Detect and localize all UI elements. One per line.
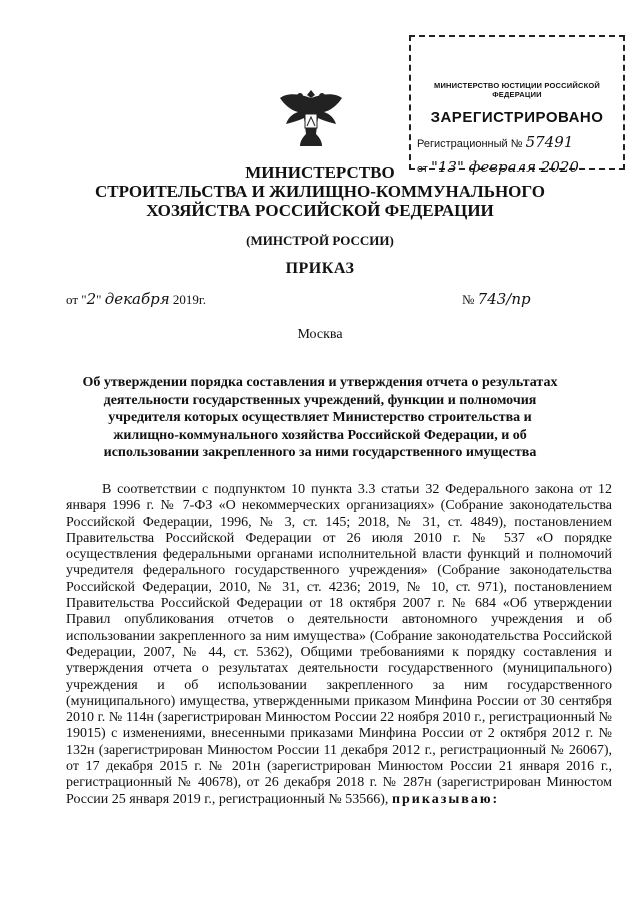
stamp-ministry: МИНИСТЕРСТВО ЮСТИЦИИ РОССИЙСКОЙ ФЕДЕРАЦИИ — [434, 81, 600, 99]
org-name-line2: СТРОИТЕЛЬСТВА И ЖИЛИЩНО-КОММУНАЛЬНОГО — [94, 182, 546, 201]
body-paragraph — [66, 482, 612, 808]
org-name-line1: МИНИСТЕРСТВО — [245, 163, 395, 182]
number-value: 743/пр — [477, 290, 531, 308]
date-month: декабря — [104, 290, 170, 308]
registration-stamp — [409, 35, 625, 176]
stamp-reg-label: Регистрационный № — [417, 138, 523, 150]
coat-of-arms-icon — [276, 84, 346, 148]
stamp-date-label: от — [417, 163, 428, 175]
org-name-line3: ХОЗЯЙСТВА РОССИЙСКОЙ ФЕДЕРАЦИИ — [146, 201, 494, 220]
order-date — [66, 290, 206, 308]
document-type: ПРИКАЗ — [285, 260, 355, 277]
body-text: В соответствии с подпунктом 10 пункта 3.3 статьи 32 Федерального закона от 12 января 1996 г. № 7-ФЗ «О некоммерческих организациях» (Собрание законодательства Российской Федерации, 1996, № 3, ст. 145; 2018, № 31, ст. 4849), постановлением Правительства Российской Федерации от 26 июля 2010 г. № 537 «О порядке осуществления федеральными органами исполнительной власти функций и полномочий учредителя федерального государственного учреждения» (Собрание законодательства Российской Федерации, 2010, № 31, ст. 4236; 2019, № 10, ст. 971), постановлением Правительства Российской Федерации от 18 октября 2007 г. № 684 «Об утверждении Правил опубликования отчетов о деятельности автономного учреждения и об использовании закрепленного за ним имущества» (Собрание законодательства Российской Федерации, 2007, № 44, ст. 5362), Общими требованиями к порядку составления и утверждения отчета о результатах деятельности государственного (муниципального) учреждения и об использовании закрепленного за ним государственного (муниципального) имущества, утвержденными приказом Минфина России от 30 сентября 2010 г. № 114н (зарегистрирован Минюстом России 22 ноября 2010 г., регистрационный № 19015) с изменениями, внесенными приказами Минфина России от 2 октября 2012 г. № 132н (зарегистрирован Минюстом России 11 декабря 2012 г., регистрационный № 26067), от 17 декабря 2015 г. № 201н (зарегистрирован Минюстом России 21 января 2016 г., регистрационный № 40678), от 26 декабря 2018 г. № 287н (зарегистрирован Минюстом России 25 января 2019 г., регистрационный № 53566), — [66, 482, 612, 807]
stamp-registered: ЗАРЕГИСТРИРОВАНО — [430, 109, 604, 126]
city: Москва — [297, 327, 343, 342]
document-title: Об утверждении порядка составления и утверждения отчета о результатах деятельности государственных учреждений, функции и полномочия учредителя которых осуществляет Министерство строительства и жилищно-коммунального хозяйства Российской Федерации, и об использовании закрепленного за ними государственного имущества — [82, 375, 558, 460]
date-year: 2019 — [169, 292, 199, 307]
order-word: приказываю: — [391, 791, 500, 807]
org-short-name: (МИНСТРОЙ РОССИИ) — [246, 233, 394, 248]
date-year-suffix: г. — [198, 292, 207, 307]
document-body — [66, 482, 612, 808]
stamp-reg-number: 57491 — [525, 133, 574, 151]
order-number — [462, 290, 531, 308]
date-day: 2 — [86, 290, 97, 308]
date-mid: " — [96, 292, 105, 307]
date-prefix: от " — [66, 292, 87, 307]
number-label: № — [462, 292, 475, 307]
stamp-reg-line — [417, 133, 617, 151]
stamp-date-value: "13" февраля 2020 — [430, 158, 579, 176]
